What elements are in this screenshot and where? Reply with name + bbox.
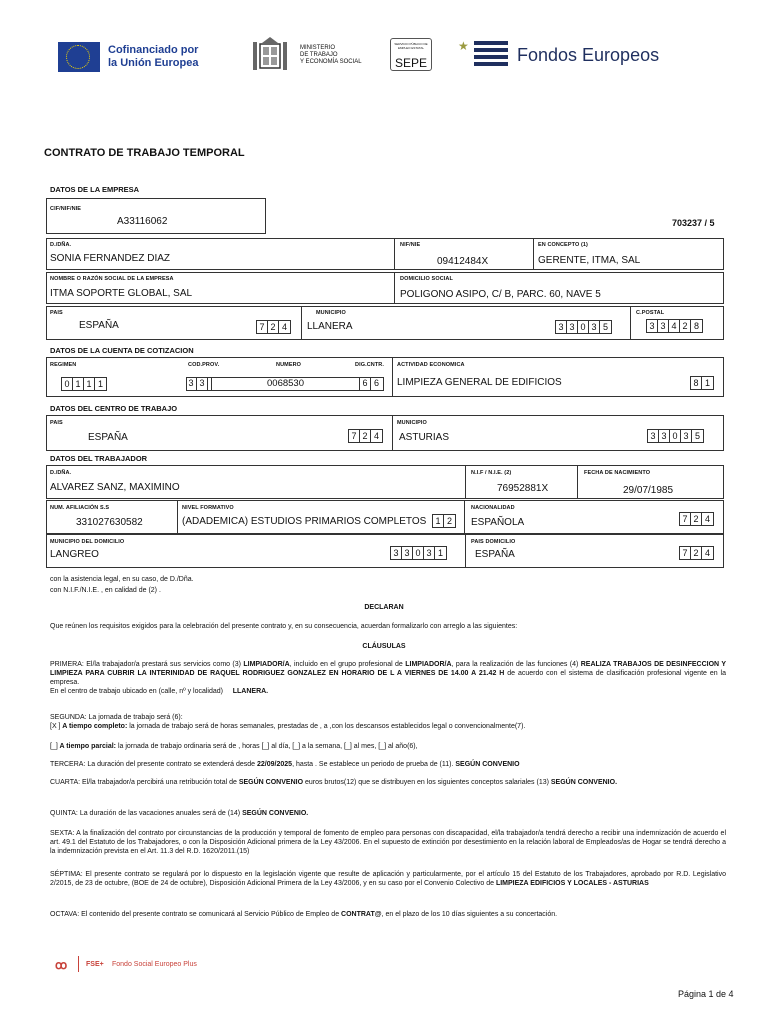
domicilio-value: POLIGONO ASIPO, C/ B, PARC. 60, NAVE 5 bbox=[400, 289, 601, 300]
fondos-text: Fondos Europeos bbox=[517, 45, 660, 65]
trab-pais-value: ESPAÑA bbox=[475, 549, 515, 560]
eu-line1: Cofinanciado por bbox=[108, 44, 199, 56]
nacionalidad-label: NACIONALIDAD bbox=[471, 505, 515, 511]
razon-label: NOMBRE O RAZÓN SOCIAL DE LA EMPRESA bbox=[50, 276, 174, 282]
nivel-code: 1 2 bbox=[432, 514, 456, 528]
afiliacion-value: 331027630582 bbox=[76, 517, 143, 528]
clausula-sexta: SEXTA: A la finalización del contrato por circunstancias de la producción y temporal de fomento de empleo para personas con discapacidad, el/la trabajador/a tendrá derecho a recibir una indemnización de acuerdo el art. 49.1 del Estatuto de los Trabajadores, o con la Disposición Adicional primera de la Ley 43/2006. En el supuesto de extinción por desestimiento en la relación laboral de Empleados/as de Hogar se tendrá derecho a la indemnización prevista en el Art. 11.3 del R.D. 1620/2011.(15) bbox=[50, 830, 726, 855]
trab-pais-label: PAIS DOMICILIO bbox=[471, 539, 516, 545]
domicilio-label: DOMICILIO SOCIAL bbox=[400, 276, 453, 282]
nivel-label: NIVEL FORMATIVO bbox=[182, 505, 234, 511]
declaran-heading: DECLARAN bbox=[364, 604, 404, 611]
centro-municipio-label: MUNICIPIO bbox=[397, 420, 427, 426]
contract-ref: 703237 / 5 bbox=[672, 218, 715, 228]
clausula-quinta: QUINTA: La duración de las vacaciones anuales será de (14) SEGÚN CONVENIO. bbox=[50, 810, 309, 817]
ministry-text: MINISTERIO DE TRABAJO Y ECONOMÍA SOCIAL bbox=[300, 45, 362, 65]
nif-label: NIF/NIE bbox=[400, 242, 421, 248]
clausula-septima: SÉPTIMA: El presente contrato se regulará por lo dispuesto en la legislación vigente que resulte de aplicación y particularmente, por el artículo 15 del Estatuto de los Trabajadores, aprobado por R.D. Legislativo 2/2015, de 23 de octubre, (BOE de 24 de octubre), Disposición Adicional Primera de la Ley 43/2006, y en su caso por el Convenio Colectivo de LIMPIEZA EDIFICIOS Y LOCALES - ASTURIAS bbox=[50, 871, 726, 887]
centro-municipio-value: ASTURIAS bbox=[399, 432, 450, 443]
municipio-code: 3 3 0 3 5 bbox=[555, 320, 612, 334]
cpostal-code: 3 3 4 2 8 bbox=[646, 319, 703, 333]
actividad-value: LIMPIEZA GENERAL DE EDIFICIOS bbox=[397, 377, 562, 388]
clausulas-heading: CLÁUSULAS bbox=[362, 643, 406, 650]
fse-people-icon: ꝏ bbox=[55, 958, 68, 972]
eu-line2: la Unión Europea bbox=[108, 57, 199, 69]
section-centro: DATOS DEL CENTRO DE TRABAJO bbox=[50, 404, 178, 413]
trab-nif-label: N.I.F / N.I.E. (2) bbox=[471, 470, 512, 476]
trab-municipio-code: 3 3 0 3 1 bbox=[390, 546, 447, 560]
clausula-cuarta: CUARTA: El/la trabajador/a percibirá una retribución total de SEGÚN CONVENIO euros brutos(12) que se distribuyen en los siguientes conceptos salariales (13) SEGÚN CONVENIO. bbox=[50, 779, 618, 786]
municipio-value: LLANERA bbox=[307, 321, 353, 332]
clausula-octava: OCTAVA: El contenido del presente contrato se comunicará al Servicio Público de Empleo de CONTRAT@, en el plazo de los 10 días siguientes a su concertación. bbox=[50, 911, 558, 918]
centro-pais-value: ESPAÑA bbox=[88, 432, 128, 443]
sepe-logo: SERVICIO PÚBLICO DE EMPLEO ESTATAL SEPE bbox=[390, 38, 432, 71]
digcntr-code: 6 6 bbox=[359, 377, 382, 391]
numero-value: 0068530 bbox=[267, 378, 304, 389]
nacimiento-value: 29/07/1985 bbox=[623, 485, 674, 496]
actividad-code: 8 1 bbox=[690, 376, 714, 390]
nivel-value: (ADADEMICA) ESTUDIOS PRIMARIOS COMPLETOS bbox=[182, 516, 427, 527]
centro-pais-code: 7 2 4 bbox=[348, 429, 383, 443]
cpostal-label: C.POSTAL bbox=[636, 310, 665, 316]
section-cotizacion: DATOS DE LA CUENTA DE COTIZACION bbox=[50, 346, 194, 355]
asistencia-line1: con la asistencia legal, en su caso, de D./Dña. bbox=[50, 576, 194, 583]
clausula-primera: PRIMERA: El/la trabajador/a prestará sus servicios como (3) LIMPIADOR/A, incluido en el grupo profesional de LIMPIADOR/A, para la realización de las funciones (4) REALIZA TRABAJOS DE DESINFECCION Y LIMPIEZA PARA CUBRIR LA INTERINIDAD DE RAQUEL RODRIGUEZ GONZALEZ EN HORARIO DE L A VIERNES DE 14.00 A 21.42 H de acuerdo con el sistema de clasificación profesional vigente en la empresa. En el centro de trabajo ubicado en (calle, nº y localidad) LLANERA. bbox=[50, 661, 726, 695]
nacionalidad-value: ESPAÑOLA bbox=[471, 517, 525, 528]
section-trabajador: DATOS DEL TRABAJADOR bbox=[50, 454, 148, 463]
nif-value: 09412484X bbox=[437, 256, 489, 267]
afiliacion-label: NUM. AFILIACIÓN S.S bbox=[50, 505, 110, 511]
reunen-text: Que reúnen los requisitos exigidos para la celebración del presente contrato y, en su consecuencia, acuerdan formalizarlo con arreglo a las siguientes: bbox=[50, 623, 518, 630]
svg-text:★: ★ bbox=[458, 39, 469, 53]
centro-municipio-code: 3 3 0 3 5 bbox=[647, 429, 704, 443]
cif-value: A33116062 bbox=[117, 216, 168, 227]
trab-municipio-label: MUNICIPIO DEL DOMICILIO bbox=[50, 539, 125, 545]
trab-municipio-value: LANGREO bbox=[50, 549, 99, 560]
fse-text: Fondo Social Europeo Plus bbox=[112, 961, 197, 968]
codprov-label: COD.PROV. bbox=[188, 362, 220, 368]
eu-flag-icon bbox=[58, 42, 100, 72]
fse-label: FSE+ bbox=[86, 961, 104, 968]
pais-label: PAIS bbox=[50, 310, 63, 316]
razon-value: ITMA SOPORTE GLOBAL, SAL bbox=[50, 288, 193, 299]
regimen-code: 0 1 1 1 bbox=[61, 377, 107, 391]
jornada-parcial: [_] A tiempo parcial: la jornada de trabajo ordinaria será de , horas [_] al día, [_] a la semana, [_] al mes, [_] al año(6), bbox=[50, 743, 418, 750]
jornada-completo: [X ] A tiempo completo: la jornada de trabajo será de horas semanales, prestadas de , a ,con los descansos establecidos legal o convencionalmente(7). bbox=[50, 723, 526, 730]
codprov-code: 3 3 bbox=[186, 377, 212, 391]
centro-pais-label: PAIS bbox=[50, 420, 63, 426]
page-title: CONTRATO DE TRABAJO TEMPORAL bbox=[44, 147, 245, 159]
nacimiento-label: FECHA DE NACIMIENTO bbox=[584, 470, 651, 476]
page-number: Página 1 de 4 bbox=[678, 989, 734, 999]
section-empresa: DATOS DE LA EMPRESA bbox=[50, 185, 140, 194]
dona-value: SONIA FERNANDEZ DIAZ bbox=[50, 253, 171, 264]
trab-nif-value: 76952881X bbox=[497, 483, 549, 494]
dona-label: D./DÑA. bbox=[50, 242, 72, 248]
clausula-tercera: TERCERA: La duración del presente contrato se extenderá desde 22/09/2025, hasta . Se establece un periodo de prueba de (11). SEGÚN CONVENIO bbox=[50, 761, 520, 768]
cif-label: CIF/NIF/NIE bbox=[50, 206, 82, 212]
actividad-label: ACTIVIDAD ECONOMICA bbox=[397, 362, 465, 368]
fondos-flag-icon bbox=[456, 38, 512, 72]
asistencia-line2: con N.I.F./N.I.E. , en calidad de (2) . bbox=[50, 587, 161, 594]
fse-divider bbox=[78, 956, 79, 972]
regimen-label: REGIMEN bbox=[50, 362, 77, 368]
pais-code: 7 2 4 bbox=[256, 320, 291, 334]
concepto-label: EN CONCEPTO (1) bbox=[538, 242, 588, 248]
numero-label: NUMERO bbox=[276, 362, 302, 368]
pais-value: ESPAÑA bbox=[79, 320, 119, 331]
municipio-label: MUNICIPIO bbox=[316, 310, 346, 316]
clausula-segunda: SEGUNDA: La jornada de trabajo será (6): bbox=[50, 714, 183, 721]
nacionalidad-code: 7 2 4 bbox=[679, 512, 714, 526]
concepto-value: GERENTE, ITMA, SAL bbox=[538, 255, 641, 266]
digcntr-label: DIG.CNTR. bbox=[355, 362, 385, 368]
trab-dona-value: ALVAREZ SANZ, MAXIMINO bbox=[50, 482, 180, 493]
coat-of-arms-icon bbox=[250, 36, 290, 74]
trab-pais-code: 7 2 4 bbox=[679, 546, 714, 560]
trab-dona-label: D./DÑA. bbox=[50, 470, 72, 476]
